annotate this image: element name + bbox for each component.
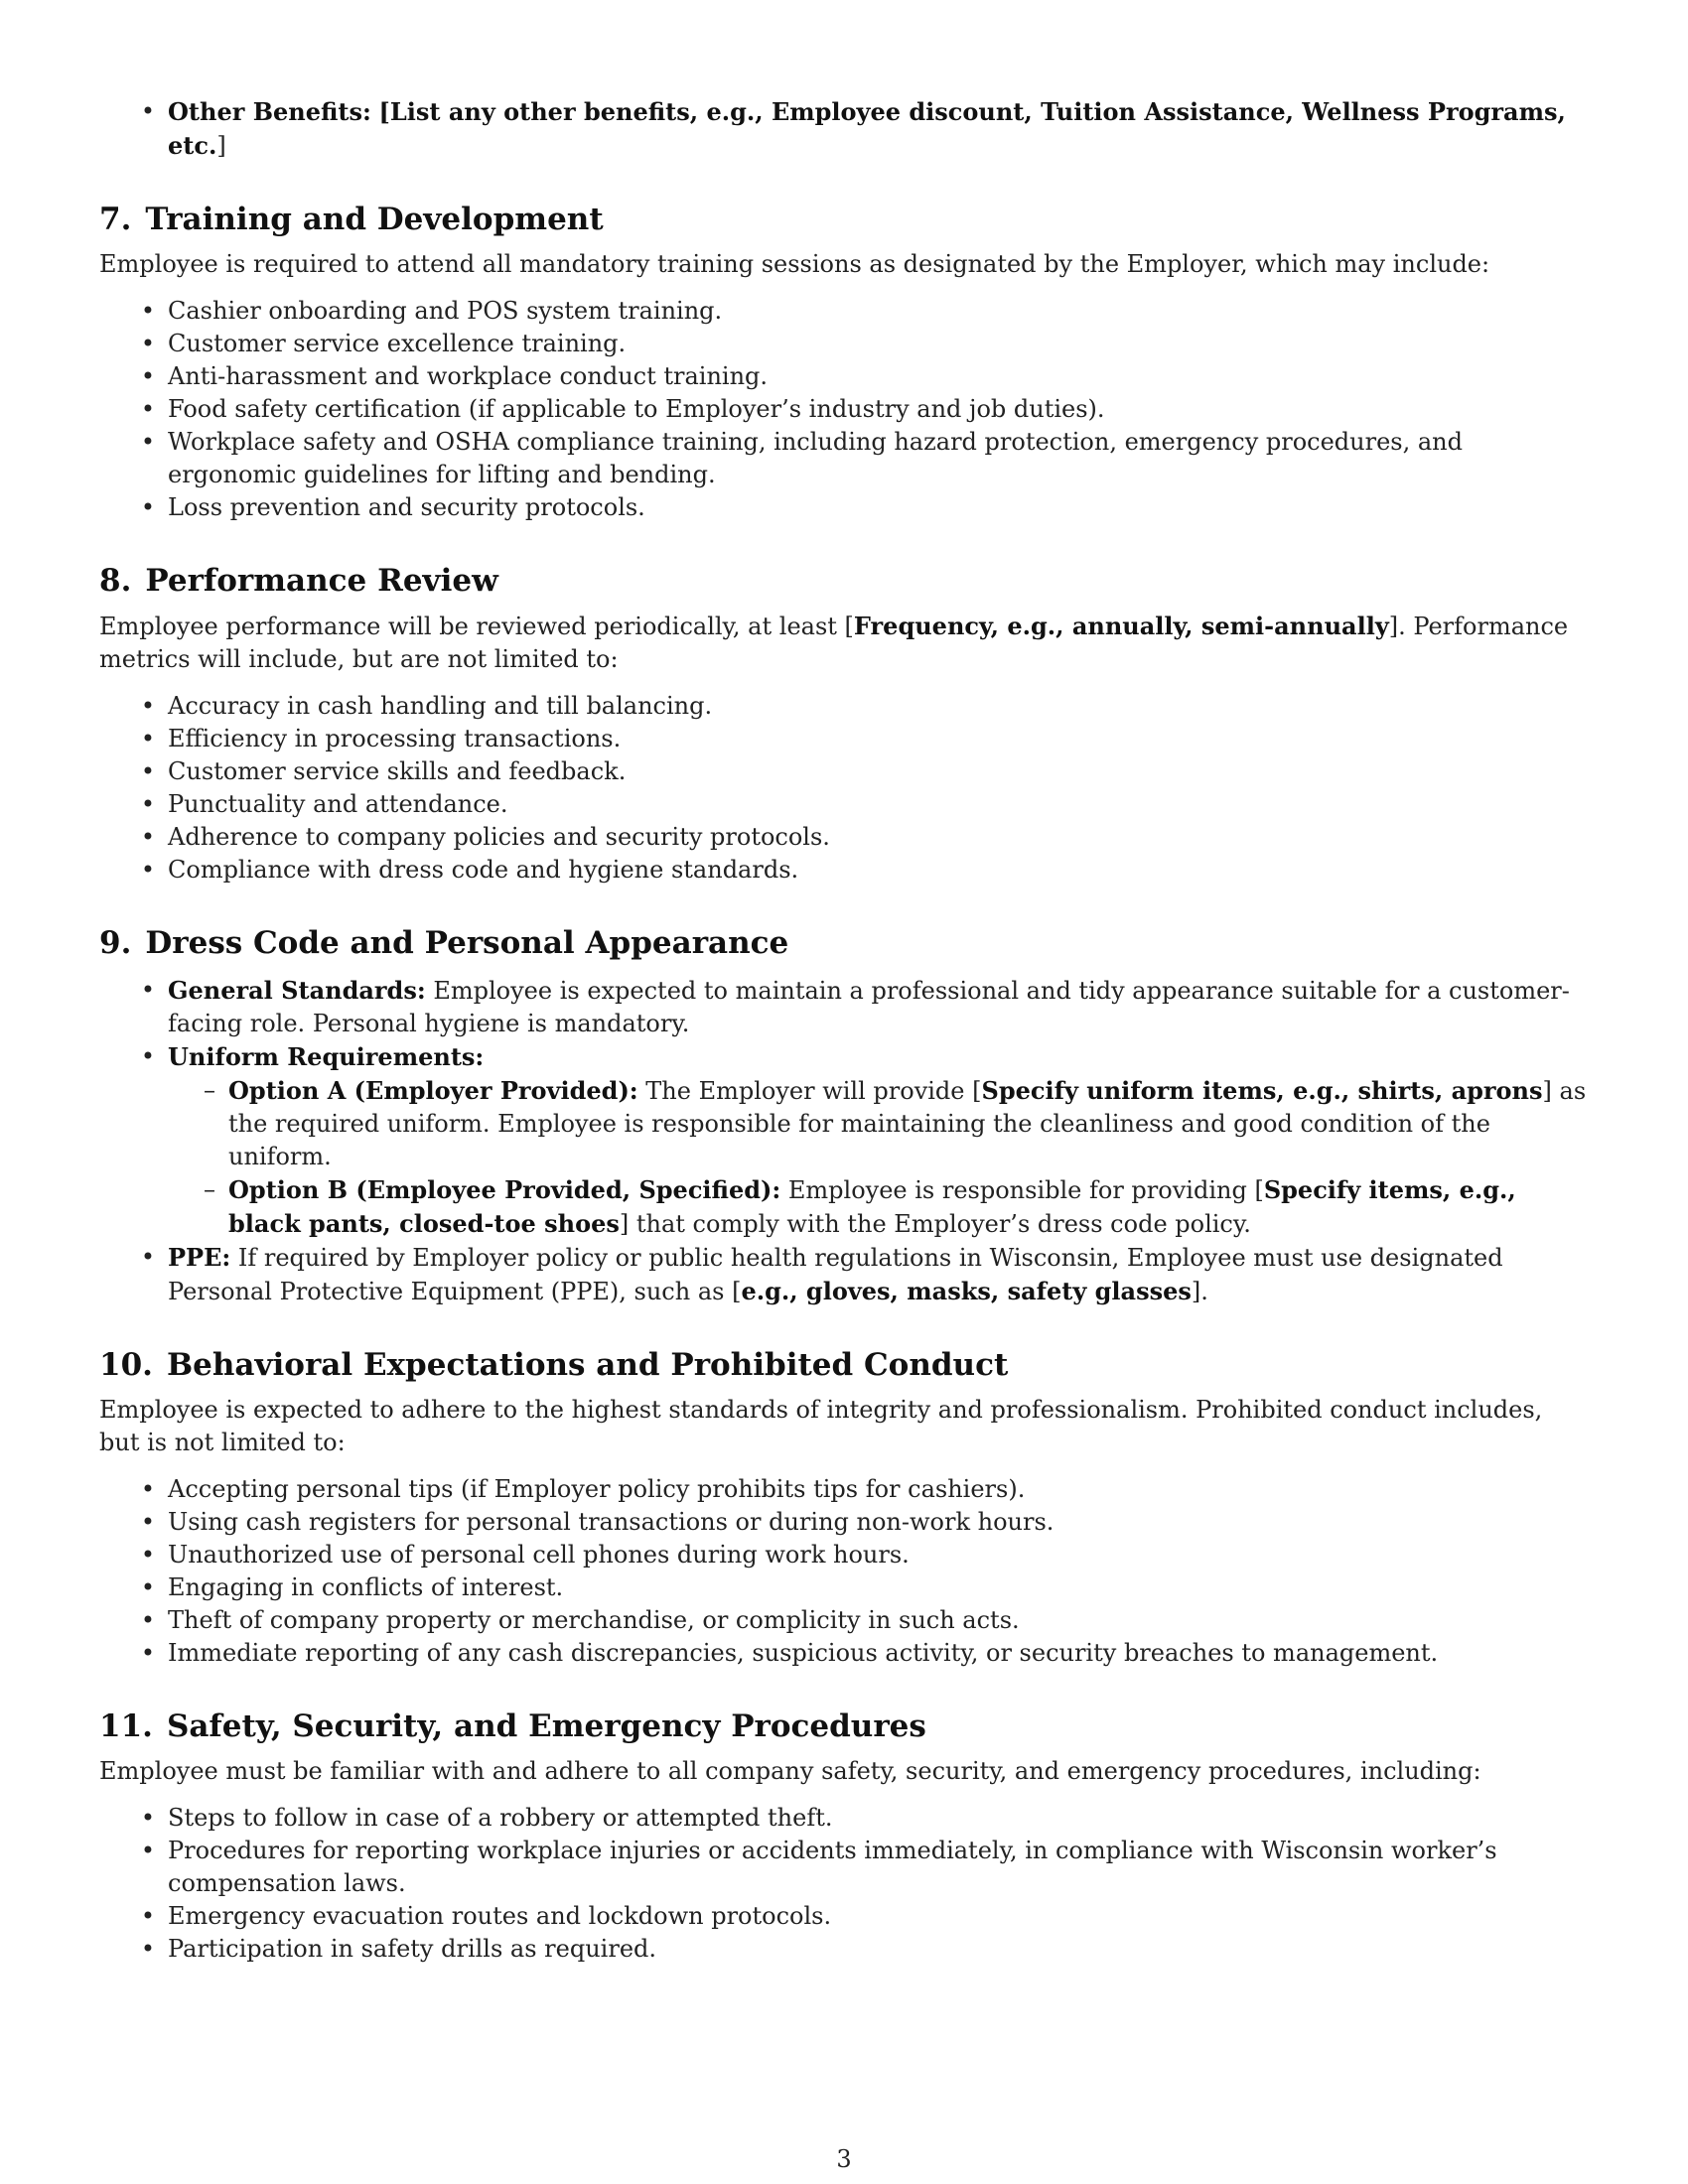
list-item [99, 1604, 1589, 1637]
option-text: Employee is responsible for providing [ [780, 1176, 1264, 1204]
uniform-options-list [168, 1074, 1589, 1241]
option-text: ] as the required uniform. Employee is responsible for maintaining the cleanliness and good condition of the uniform. [228, 1077, 1587, 1170]
list-item-text: Customer service excellence training. [168, 330, 627, 357]
metrics-list [99, 690, 1589, 887]
item-text: If required by Employer policy or public health regulations in Wisconsin, Employee must use designated Personal Protective Equipment (PPE), such as [ [168, 1244, 1503, 1305]
safety-procedures-list [99, 1802, 1589, 1966]
bullet: • [140, 1639, 156, 1667]
list-item [99, 393, 1589, 426]
placeholder-text: e.g., gloves, masks, safety glasses [741, 1277, 1192, 1305]
list-item-text: Procedures for reporting workplace injuries or accidents immediately, in compliance with Wisconsin worker’s compensation laws. [168, 1837, 1497, 1897]
prohibited-conduct-list [99, 1473, 1589, 1670]
list-item [99, 690, 1589, 723]
list-item [99, 1040, 1589, 1241]
placeholder-text: Frequency, e.g., annually, semi-annually [853, 612, 1389, 640]
bullet: • [140, 757, 156, 785]
section-intro [99, 610, 1589, 676]
list-item [99, 1835, 1589, 1900]
bullet: • [140, 1902, 156, 1930]
list-item-text: Emergency evacuation routes and lockdown protocols. [168, 1902, 832, 1930]
section-title: Dress Code and Personal Appearance [145, 925, 789, 961]
bullet: • [140, 856, 156, 884]
list-item-text: Using cash registers for personal transactions or during non-work hours. [168, 1508, 1055, 1536]
bullet: • [140, 428, 156, 456]
list-item [99, 1637, 1589, 1670]
list-item [99, 328, 1589, 360]
bullet: • [140, 1243, 156, 1271]
dress-code-list [99, 974, 1589, 1308]
bullet: • [140, 493, 156, 521]
page-number: 3 [836, 2145, 852, 2173]
list-item [99, 974, 1589, 1040]
list-item [99, 723, 1589, 755]
section-number: 8. [99, 563, 132, 599]
list-item-text: Loss prevention and security protocols. [168, 493, 645, 521]
section-number: 10. [99, 1347, 153, 1383]
section-safety-security [99, 1707, 1589, 1966]
option-label: Option B (Employee Provided, Specified): [228, 1175, 781, 1204]
list-item [99, 360, 1589, 393]
section-heading [99, 924, 1589, 962]
list-item-text: Customer service skills and feedback. [168, 757, 627, 785]
training-list [99, 295, 1589, 524]
section-heading [99, 1346, 1589, 1384]
list-item [99, 95, 1589, 163]
list-item [99, 1241, 1589, 1308]
bullet: • [140, 1042, 156, 1070]
list-item-text: Theft of company property or merchandise, or complicity in such acts. [168, 1606, 1020, 1634]
list-item-text: Anti-harassment and workplace conduct training. [168, 362, 769, 390]
list-item [99, 295, 1589, 328]
section-intro: Employee must be familiar with and adhere to all company safety, security, and emergency procedures, including: [99, 1757, 1481, 1785]
intro-text: ]. Performance metrics will include, but are not limited to: [99, 613, 1569, 673]
list-item [99, 821, 1589, 854]
bracket-close: ] [216, 132, 226, 160]
section-heading [99, 562, 1589, 600]
list-item [99, 1933, 1589, 1966]
option-text: ] that comply with the Employer’s dress code policy. [619, 1210, 1251, 1238]
list-item [99, 854, 1589, 887]
document-page [99, 95, 1589, 1966]
list-item-text: Workplace safety and OSHA compliance training, including hazard protection, emergency procedures, and ergonomic guidelines for lifting and bending. [168, 428, 1464, 488]
section-performance-review [99, 562, 1589, 887]
bullet: • [140, 395, 156, 423]
bullet: • [140, 790, 156, 818]
list-item-text: Compliance with dress code and hygiene standards. [168, 856, 799, 884]
item-label: General Standards: [168, 976, 426, 1005]
option-label: Option A (Employer Provided): [228, 1076, 638, 1105]
bullet: • [140, 1573, 156, 1601]
list-item-text: Engaging in conflicts of interest. [168, 1573, 564, 1601]
section-number: 9. [99, 925, 132, 961]
item-text: ]. [1191, 1278, 1208, 1305]
list-item-text: Efficiency in processing transactions. [168, 725, 622, 752]
placeholder-text: Specify items, e.g., black pants, closed-toe shoes [228, 1175, 1516, 1238]
bullet: • [140, 1804, 156, 1832]
sub-list-item [168, 1074, 1589, 1173]
list-item [99, 1571, 1589, 1604]
bullet: • [140, 362, 156, 390]
list-item-text: Cashier onboarding and POS system training. [168, 297, 723, 325]
list-item-text: Immediate reporting of any cash discrepancies, suspicious activity, or security breaches to management. [168, 1639, 1439, 1667]
sub-list-item [168, 1173, 1589, 1241]
bullet: • [140, 725, 156, 752]
section-number: 11. [99, 1708, 153, 1744]
bullet: • [140, 330, 156, 357]
section-heading [99, 201, 1589, 238]
list-item [99, 1900, 1589, 1933]
bullet: • [140, 692, 156, 720]
option-text: The Employer will provide [ [637, 1077, 982, 1105]
section-title: Training and Development [145, 202, 604, 237]
list-item-text: Adherence to company policies and security protocols. [168, 823, 830, 851]
section-title: Behavioral Expectations and Prohibited Conduct [166, 1347, 1009, 1383]
bullet: • [140, 1508, 156, 1536]
list-item [99, 755, 1589, 788]
section-title: Safety, Security, and Emergency Procedures [166, 1708, 926, 1744]
list-item [99, 1539, 1589, 1571]
section-intro: Employee is required to attend all mandatory training sessions as designated by the Employer, which may include: [99, 250, 1490, 278]
intro-text: Employee performance will be reviewed periodically, at least [ [99, 613, 854, 640]
bullet: • [140, 297, 156, 325]
item-text: Employee is expected to maintain a professional and tidy appearance suitable for a customer-facing role. Personal hygiene is mandatory. [168, 977, 1570, 1037]
placeholder-text: Specify uniform items, e.g., shirts, aprons [981, 1076, 1543, 1105]
item-label: Other Benefits: [168, 97, 371, 126]
list-item [99, 1473, 1589, 1506]
dash-bullet: – [204, 1175, 215, 1203]
item-label: Uniform Requirements: [168, 1042, 485, 1071]
bullet: • [140, 1837, 156, 1864]
list-item-text: Steps to follow in case of a robbery or attempted theft. [168, 1804, 833, 1832]
section-dress-code [99, 924, 1589, 1308]
list-item-text: Accuracy in cash handling and till balancing. [168, 692, 713, 720]
list-item-text: Accepting personal tips (if Employer policy prohibits tips for cashiers). [168, 1475, 1026, 1503]
list-item [99, 1506, 1589, 1539]
dash-bullet: – [204, 1076, 215, 1104]
item-label: PPE: [168, 1243, 231, 1272]
section-heading [99, 1707, 1589, 1745]
benefits-list-continued [99, 95, 1589, 163]
bullet: • [140, 1475, 156, 1503]
bullet: • [140, 823, 156, 851]
bullet: • [140, 1606, 156, 1634]
section-number: 7. [99, 202, 132, 237]
section-intro: Employee is expected to adhere to the highest standards of integrity and professionalism. Prohibited conduct includes, but is not limited to: [99, 1396, 1543, 1456]
list-item [99, 788, 1589, 821]
list-item [99, 426, 1589, 491]
bullet: • [140, 1541, 156, 1569]
list-item-text: Punctuality and attendance. [168, 790, 508, 818]
bullet: • [140, 97, 156, 125]
list-item-text: Food safety certification (if applicable to Employer’s industry and job duties). [168, 395, 1105, 423]
list-item [99, 491, 1589, 524]
list-item [99, 1802, 1589, 1835]
list-item-text: Participation in safety drills as required. [168, 1935, 657, 1963]
item-text: [List any other benefits, e.g., Employee discount, Tuition Assistance, Wellness Programs, etc. [168, 97, 1566, 160]
list-item-text: Unauthorized use of personal cell phones during work hours. [168, 1541, 910, 1569]
section-title: Performance Review [145, 563, 498, 599]
section-training [99, 201, 1589, 524]
bullet: • [140, 976, 156, 1004]
section-behavioral-expectations [99, 1346, 1589, 1670]
bullet: • [140, 1935, 156, 1963]
